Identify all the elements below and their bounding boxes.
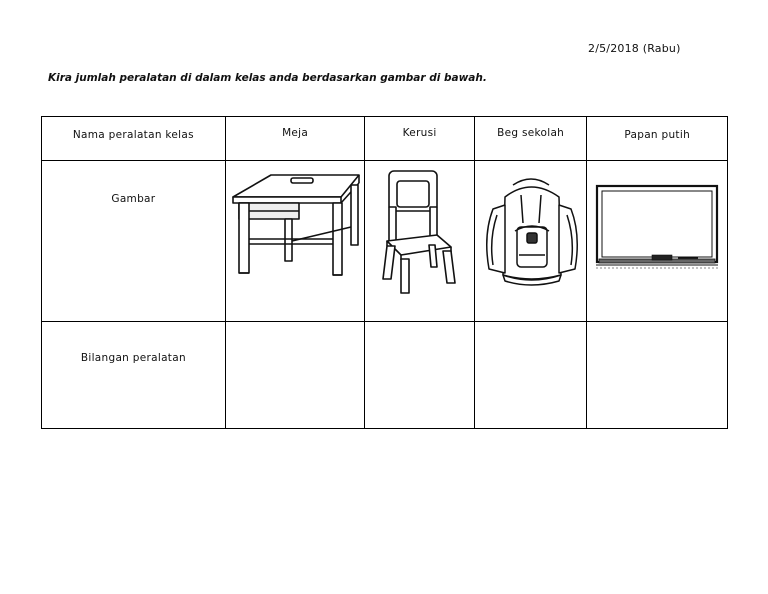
count-label-cell <box>42 322 226 429</box>
picture-label-cell <box>42 161 226 322</box>
bag-count-cell[interactable] <box>474 322 586 429</box>
table-header-row <box>42 117 728 161</box>
header-bag: Beg sekolah <box>497 127 565 139</box>
worksheet-instruction: Kira jumlah peralatan di dalam kelas anda berdasarkan gambar di bawah. <box>48 72 487 84</box>
chair-icon <box>379 167 461 295</box>
count-row <box>42 322 728 429</box>
header-desk: Meja <box>282 127 309 139</box>
header-bag-cell <box>474 117 586 161</box>
school-bag-icon <box>479 175 583 287</box>
header-board: Papan putih <box>624 129 691 141</box>
desk-count-cell[interactable] <box>225 322 365 429</box>
whiteboard-picture-cell <box>587 161 728 322</box>
header-label-cell <box>42 117 226 161</box>
bag-picture-cell <box>474 161 586 322</box>
picture-row <box>42 161 728 322</box>
chair-count-cell[interactable] <box>365 322 474 429</box>
header-desk-cell <box>225 117 365 161</box>
count-row-label: Bilangan peralatan <box>80 352 186 364</box>
header-chair: Kerusi <box>402 127 437 139</box>
header-label: Nama peralatan kelas <box>72 129 194 141</box>
header-chair-cell <box>365 117 474 161</box>
whiteboard-icon <box>594 183 720 271</box>
desk-icon <box>229 171 361 283</box>
desk-picture-cell <box>225 161 365 322</box>
counting-table <box>41 116 728 429</box>
picture-row-label: Gambar <box>111 193 156 205</box>
worksheet-date: 2/5/2018 (Rabu) <box>588 42 681 55</box>
chair-picture-cell <box>365 161 474 322</box>
whiteboard-count-cell[interactable] <box>587 322 728 429</box>
header-board-cell <box>587 117 728 161</box>
